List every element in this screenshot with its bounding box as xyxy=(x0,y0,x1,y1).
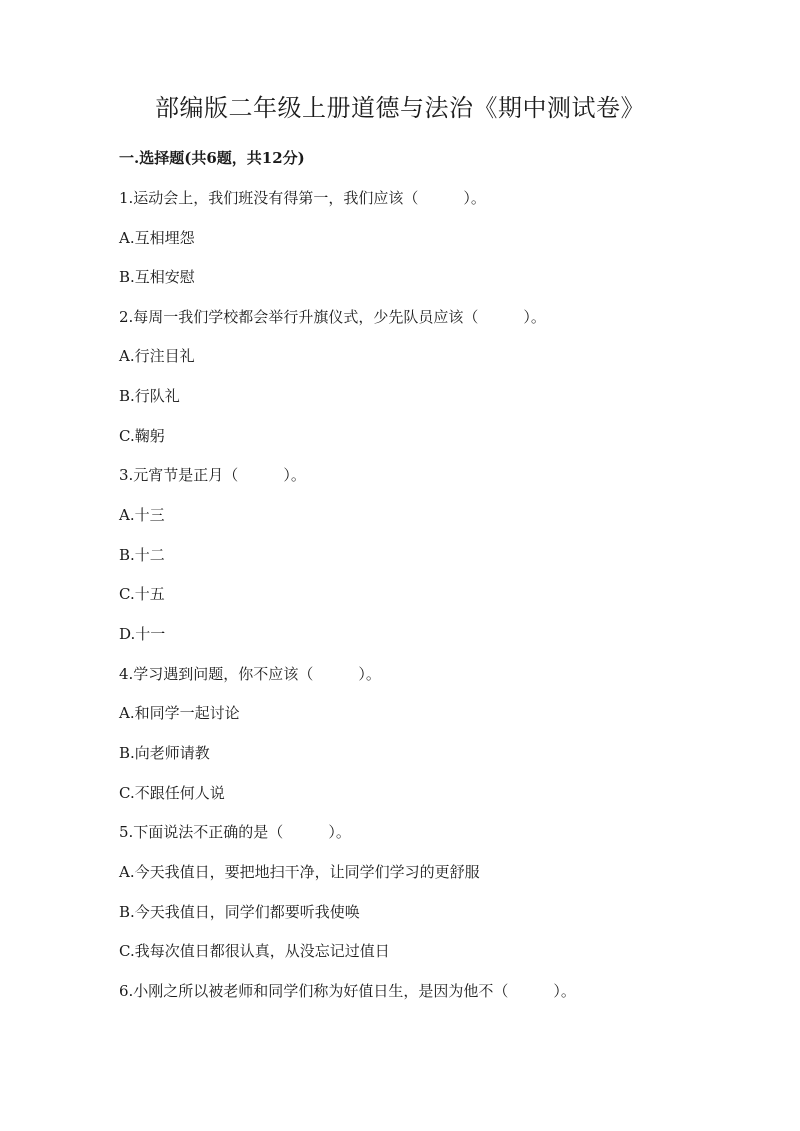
question-3-option-b: B.十二 xyxy=(119,546,165,564)
section-heading: 一.选择题(共6题，共12分) xyxy=(119,149,305,167)
question-3-stem: 3.元宵节是正月（ ）。 xyxy=(119,466,306,484)
question-4-option-c: C.不跟任何人说 xyxy=(119,784,225,802)
question-4-option-a: A.和同学一起讨论 xyxy=(119,704,240,722)
question-2-stem: 2.每周一我们学校都会举行升旗仪式，少先队员应该（ ）。 xyxy=(119,308,546,326)
question-1-option-a: A.互相埋怨 xyxy=(119,229,195,247)
question-5-option-c: C.我每次值日都很认真，从没忘记过值日 xyxy=(119,942,390,960)
question-3-option-a: A.十三 xyxy=(119,506,165,524)
question-4-option-b: B.向老师请教 xyxy=(119,744,210,762)
question-3-option-d: D.十一 xyxy=(119,625,166,643)
question-5-option-b: B.今天我值日，同学们都要听我使唤 xyxy=(119,903,360,921)
question-2-option-a: A.行注目礼 xyxy=(119,347,195,365)
question-1-stem: 1.运动会上，我们班没有得第一，我们应该（ ）。 xyxy=(119,189,486,207)
question-6-stem: 6.小刚之所以被老师和同学们称为好值日生，是因为他不（ ）。 xyxy=(119,982,576,1000)
page-title: 部编版二年级上册道德与法治《期中测试卷》 xyxy=(155,94,645,122)
question-3-option-c: C.十五 xyxy=(119,585,165,603)
question-1-option-b: B.互相安慰 xyxy=(119,268,195,286)
question-2-option-b: B.行队礼 xyxy=(119,387,180,405)
question-4-stem: 4.学习遇到问题，你不应该（ ）。 xyxy=(119,665,381,683)
question-2-option-c: C.鞠躬 xyxy=(119,427,165,445)
question-5-stem: 5.下面说法不正确的是（ ）。 xyxy=(119,823,351,841)
question-5-option-a: A.今天我值日，要把地扫干净，让同学们学习的更舒服 xyxy=(119,863,480,881)
